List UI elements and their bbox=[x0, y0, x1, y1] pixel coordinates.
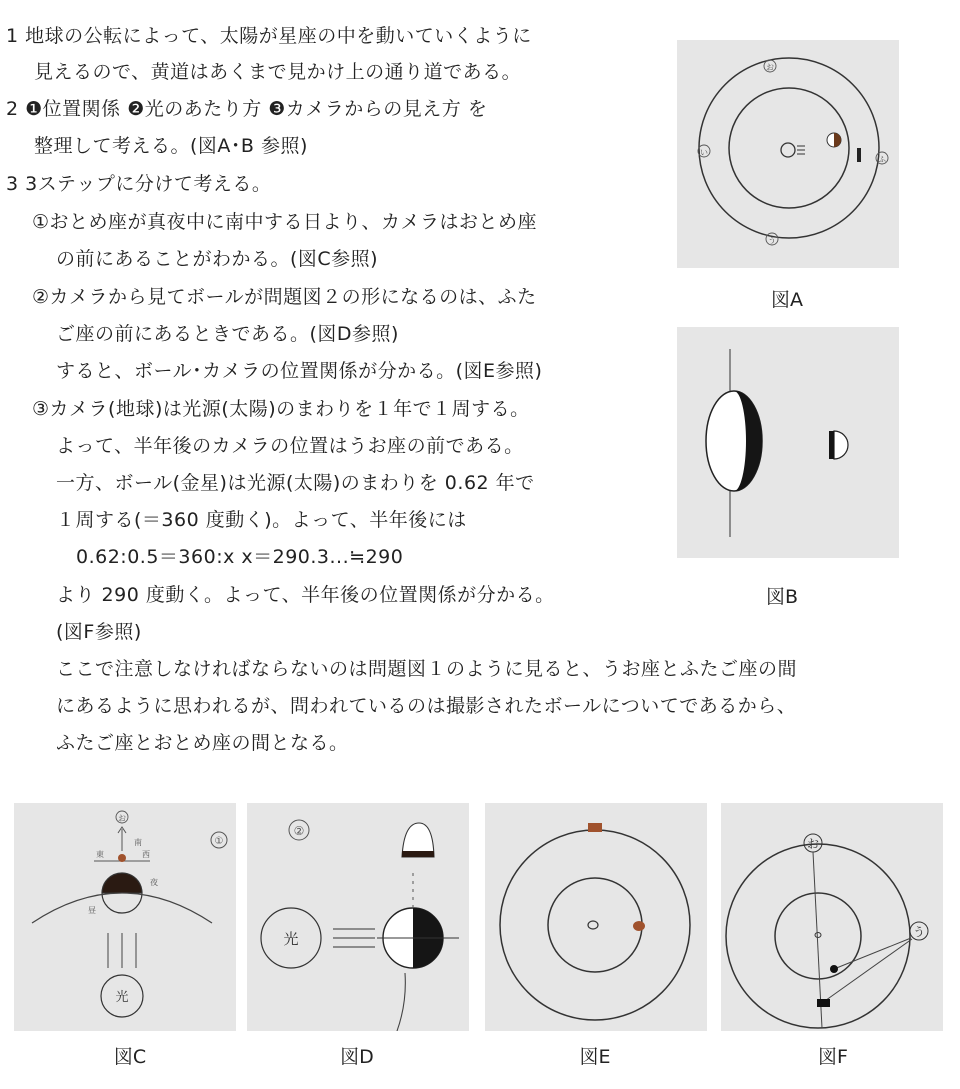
text-line: より 290 度動く。よって、半年後の位置関係が分かる。 bbox=[56, 584, 555, 606]
step-label: ② bbox=[293, 824, 305, 838]
text-line: 見えるので、黄道はあくまで見かけ上の通り道である。 bbox=[34, 61, 522, 83]
direction-label: 西 bbox=[142, 850, 150, 859]
figure-b bbox=[677, 327, 899, 558]
zodiac-label: お bbox=[766, 63, 774, 72]
light-source-label: 光 bbox=[115, 990, 129, 1005]
text-line: 2 ❶位置関係 ❷光のあたり方 ❸カメラからの見え方 を bbox=[6, 98, 488, 120]
zodiac-label: い bbox=[700, 148, 708, 157]
light-source-label: 光 bbox=[283, 930, 299, 948]
text-line: 1 地球の公転によって、太陽が星座の中を動いていくように bbox=[6, 25, 532, 47]
text-line: (図F参照) bbox=[56, 621, 142, 643]
step-label: ① bbox=[214, 836, 224, 847]
text-line: ここで注意しなければならないのは問題図１のように見ると、うお座とふたご座の間 bbox=[56, 658, 798, 680]
figure-b-drawing bbox=[677, 327, 899, 558]
text-line: 整理して考える。(図A･B 参照) bbox=[34, 135, 308, 157]
zodiac-label: お bbox=[806, 837, 820, 851]
text-line: 3 3ステップに分けて考える。 bbox=[6, 173, 272, 195]
text-line: ふたご座とおとめ座の間となる。 bbox=[56, 732, 349, 754]
text-line: ③カメラ(地球)は光源(太陽)のまわりを１年で１周する。 bbox=[32, 398, 530, 420]
figure-a-caption: 図A bbox=[771, 289, 803, 311]
figure-c-caption: 図C bbox=[113, 1046, 147, 1068]
text-line: にあるように思われるが、問われているのは撮影されたボールについてであるから、 bbox=[56, 695, 797, 717]
figure-a bbox=[677, 40, 899, 268]
text-line: よって、半年後のカメラの位置はうお座の前である。 bbox=[56, 435, 524, 457]
figure-d-caption: 図D bbox=[340, 1046, 374, 1068]
text-line: ①おとめ座が真夜中に南中する日より、カメラはおとめ座 bbox=[32, 211, 538, 233]
text-line: の前にあることがわかる。(図C参照) bbox=[56, 248, 379, 270]
text-line: １周する(＝360 度動く)。よって、半年後には bbox=[56, 509, 467, 531]
direction-label: 東 bbox=[96, 850, 104, 859]
zodiac-label: う bbox=[768, 236, 776, 245]
text-line: すると、ボール･カメラの位置関係が分かる。(図E参照) bbox=[56, 360, 543, 382]
figure-f-drawing bbox=[721, 803, 943, 1031]
direction-label: 南 bbox=[134, 838, 142, 847]
figure-d-drawing bbox=[247, 803, 469, 1031]
direction-label: 昼 bbox=[88, 906, 96, 915]
figure-d bbox=[247, 803, 469, 1031]
figure-e-caption: 図E bbox=[579, 1046, 611, 1068]
text-line: 一方、ボール(金星)は光源(太陽)のまわりを 0.62 年で bbox=[56, 472, 535, 494]
figure-a-drawing bbox=[677, 40, 899, 268]
zodiac-label: ふ bbox=[878, 155, 886, 164]
figure-f-caption: 図F bbox=[818, 1046, 848, 1068]
figure-e bbox=[485, 803, 707, 1031]
zodiac-label: う bbox=[912, 925, 926, 939]
text-line: ②カメラから見てボールが問題図２の形になるのは、ふた bbox=[32, 286, 537, 308]
figure-b-caption: 図B bbox=[765, 586, 799, 608]
figure-c-drawing bbox=[14, 803, 236, 1031]
text-line: ご座の前にあるときである。(図D参照) bbox=[56, 323, 399, 345]
figure-c bbox=[14, 803, 236, 1031]
text-line: 0.62:0.5＝360:x x＝290.3...≒290 bbox=[76, 546, 404, 568]
figure-e-drawing bbox=[485, 803, 707, 1031]
direction-label: 夜 bbox=[150, 878, 158, 887]
figure-f bbox=[721, 803, 943, 1031]
zodiac-label: お bbox=[118, 814, 126, 823]
